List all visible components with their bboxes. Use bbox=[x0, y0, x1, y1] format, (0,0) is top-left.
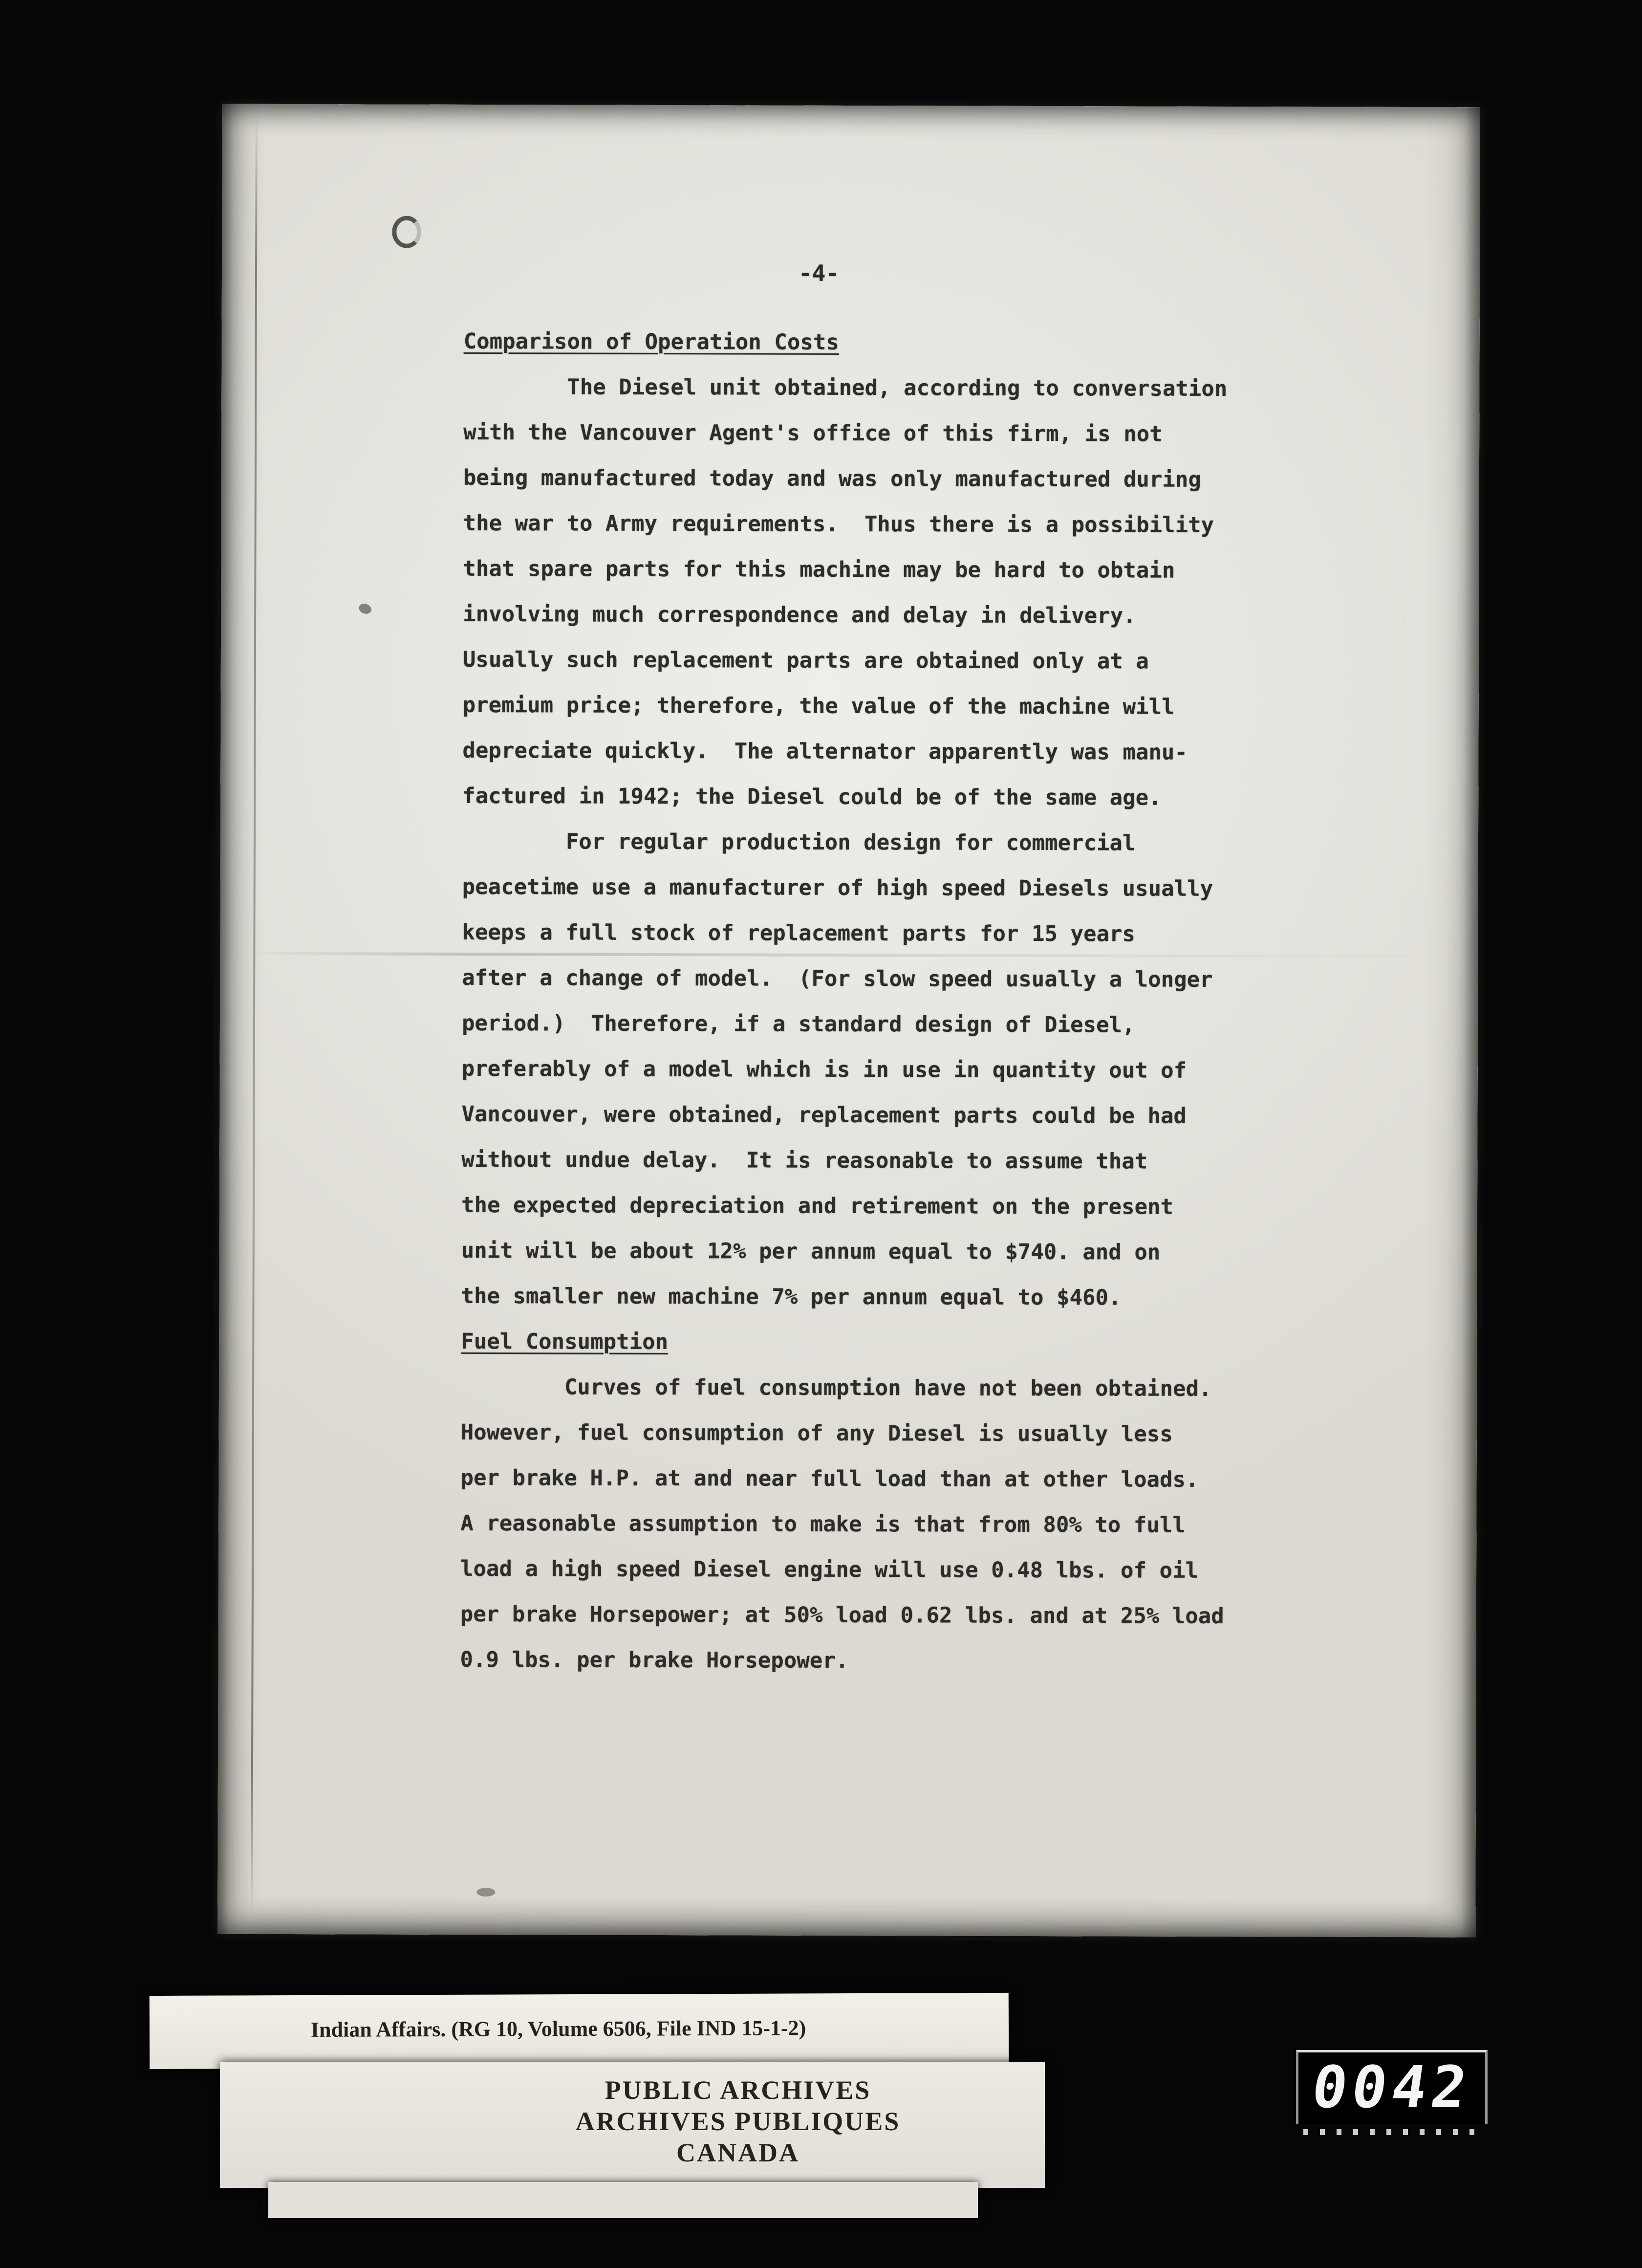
frame-counter bbox=[1296, 2050, 1488, 2124]
paragraph-fuel-consumption: Curves of fuel consumption have not been obtained. However, fuel consumption of any Diesel is usually less per brake H.P. at and near full load than at other loads. A reasonable assumption to make is that from 80% to full load a high speed Diesel engine will use 0.48 lbs. of oil per brake Horsepower; at 50% load 0.62 lbs. and at 25% load 0.9 lbs. per brake Horsepower. bbox=[460, 1374, 1224, 1674]
paper-sliver bbox=[268, 2182, 978, 2218]
frame-counter-ticks bbox=[1303, 2129, 1479, 2135]
frame-counter-digits: 0042 bbox=[1308, 2053, 1476, 2121]
ink-smudge bbox=[476, 1888, 495, 1897]
page-text-block bbox=[460, 319, 1333, 1685]
paragraph-replacement-parts: For regular production design for commercial peacetime use a manufacturer of high speed Diesels usually keeps a full stock of replacement parts for 15 years after a change of model. (For slow speed usually a longer period.) Therefore, if a standard design of Diesel, preferably of a model which is in use in quantity out of Vancouver, were obtained, replacement parts could be had without undue delay. It is reasonable to assume that the expected depreciation and retirement on the present unit will be about 12% per annum equal to $740. and on the smaller new machine 7% per annum equal to $460. bbox=[461, 829, 1213, 1310]
stamp-line-english: PUBLIC ARCHIVES bbox=[605, 2075, 871, 2105]
archives-stamp-strip bbox=[220, 2062, 1045, 2188]
ink-smudge bbox=[358, 602, 373, 616]
section-heading-fuel-consumption: Fuel Consumption bbox=[461, 1329, 669, 1355]
ink-ring-mark bbox=[392, 216, 421, 248]
archive-file-strip bbox=[150, 1993, 1009, 2069]
paper-fold-line bbox=[251, 114, 258, 1913]
paragraph-diesel-unit: The Diesel unit obtained, according to conversation with the Vancouver Agent's office of this firm, is not being manufactured today and was only manufactured during the war to Army requirements. Thus there is a possibility that spare parts for this machine may be hard to obtain involving much correspondence and delay in delivery. Usually such replacement parts are obtained only at a premium price; therefore, the value of the machine will depreciate quickly. The alternator apparently was manu- factured in 1942; the Diesel could be of the same age. bbox=[462, 374, 1228, 810]
page-number: -4- bbox=[798, 260, 840, 286]
stamp-line-french: ARCHIVES PUBLIQUES bbox=[575, 2107, 901, 2136]
archives-stamp bbox=[494, 2074, 982, 2168]
stamp-line-canada: CANADA bbox=[676, 2138, 799, 2167]
section-heading-operation-costs: Comparison of Operation Costs bbox=[463, 328, 839, 355]
archive-file-label: Indian Affairs. (RG 10, Volume 6506, File IND 15-1-2) bbox=[310, 2016, 806, 2042]
document-page bbox=[217, 104, 1480, 1938]
